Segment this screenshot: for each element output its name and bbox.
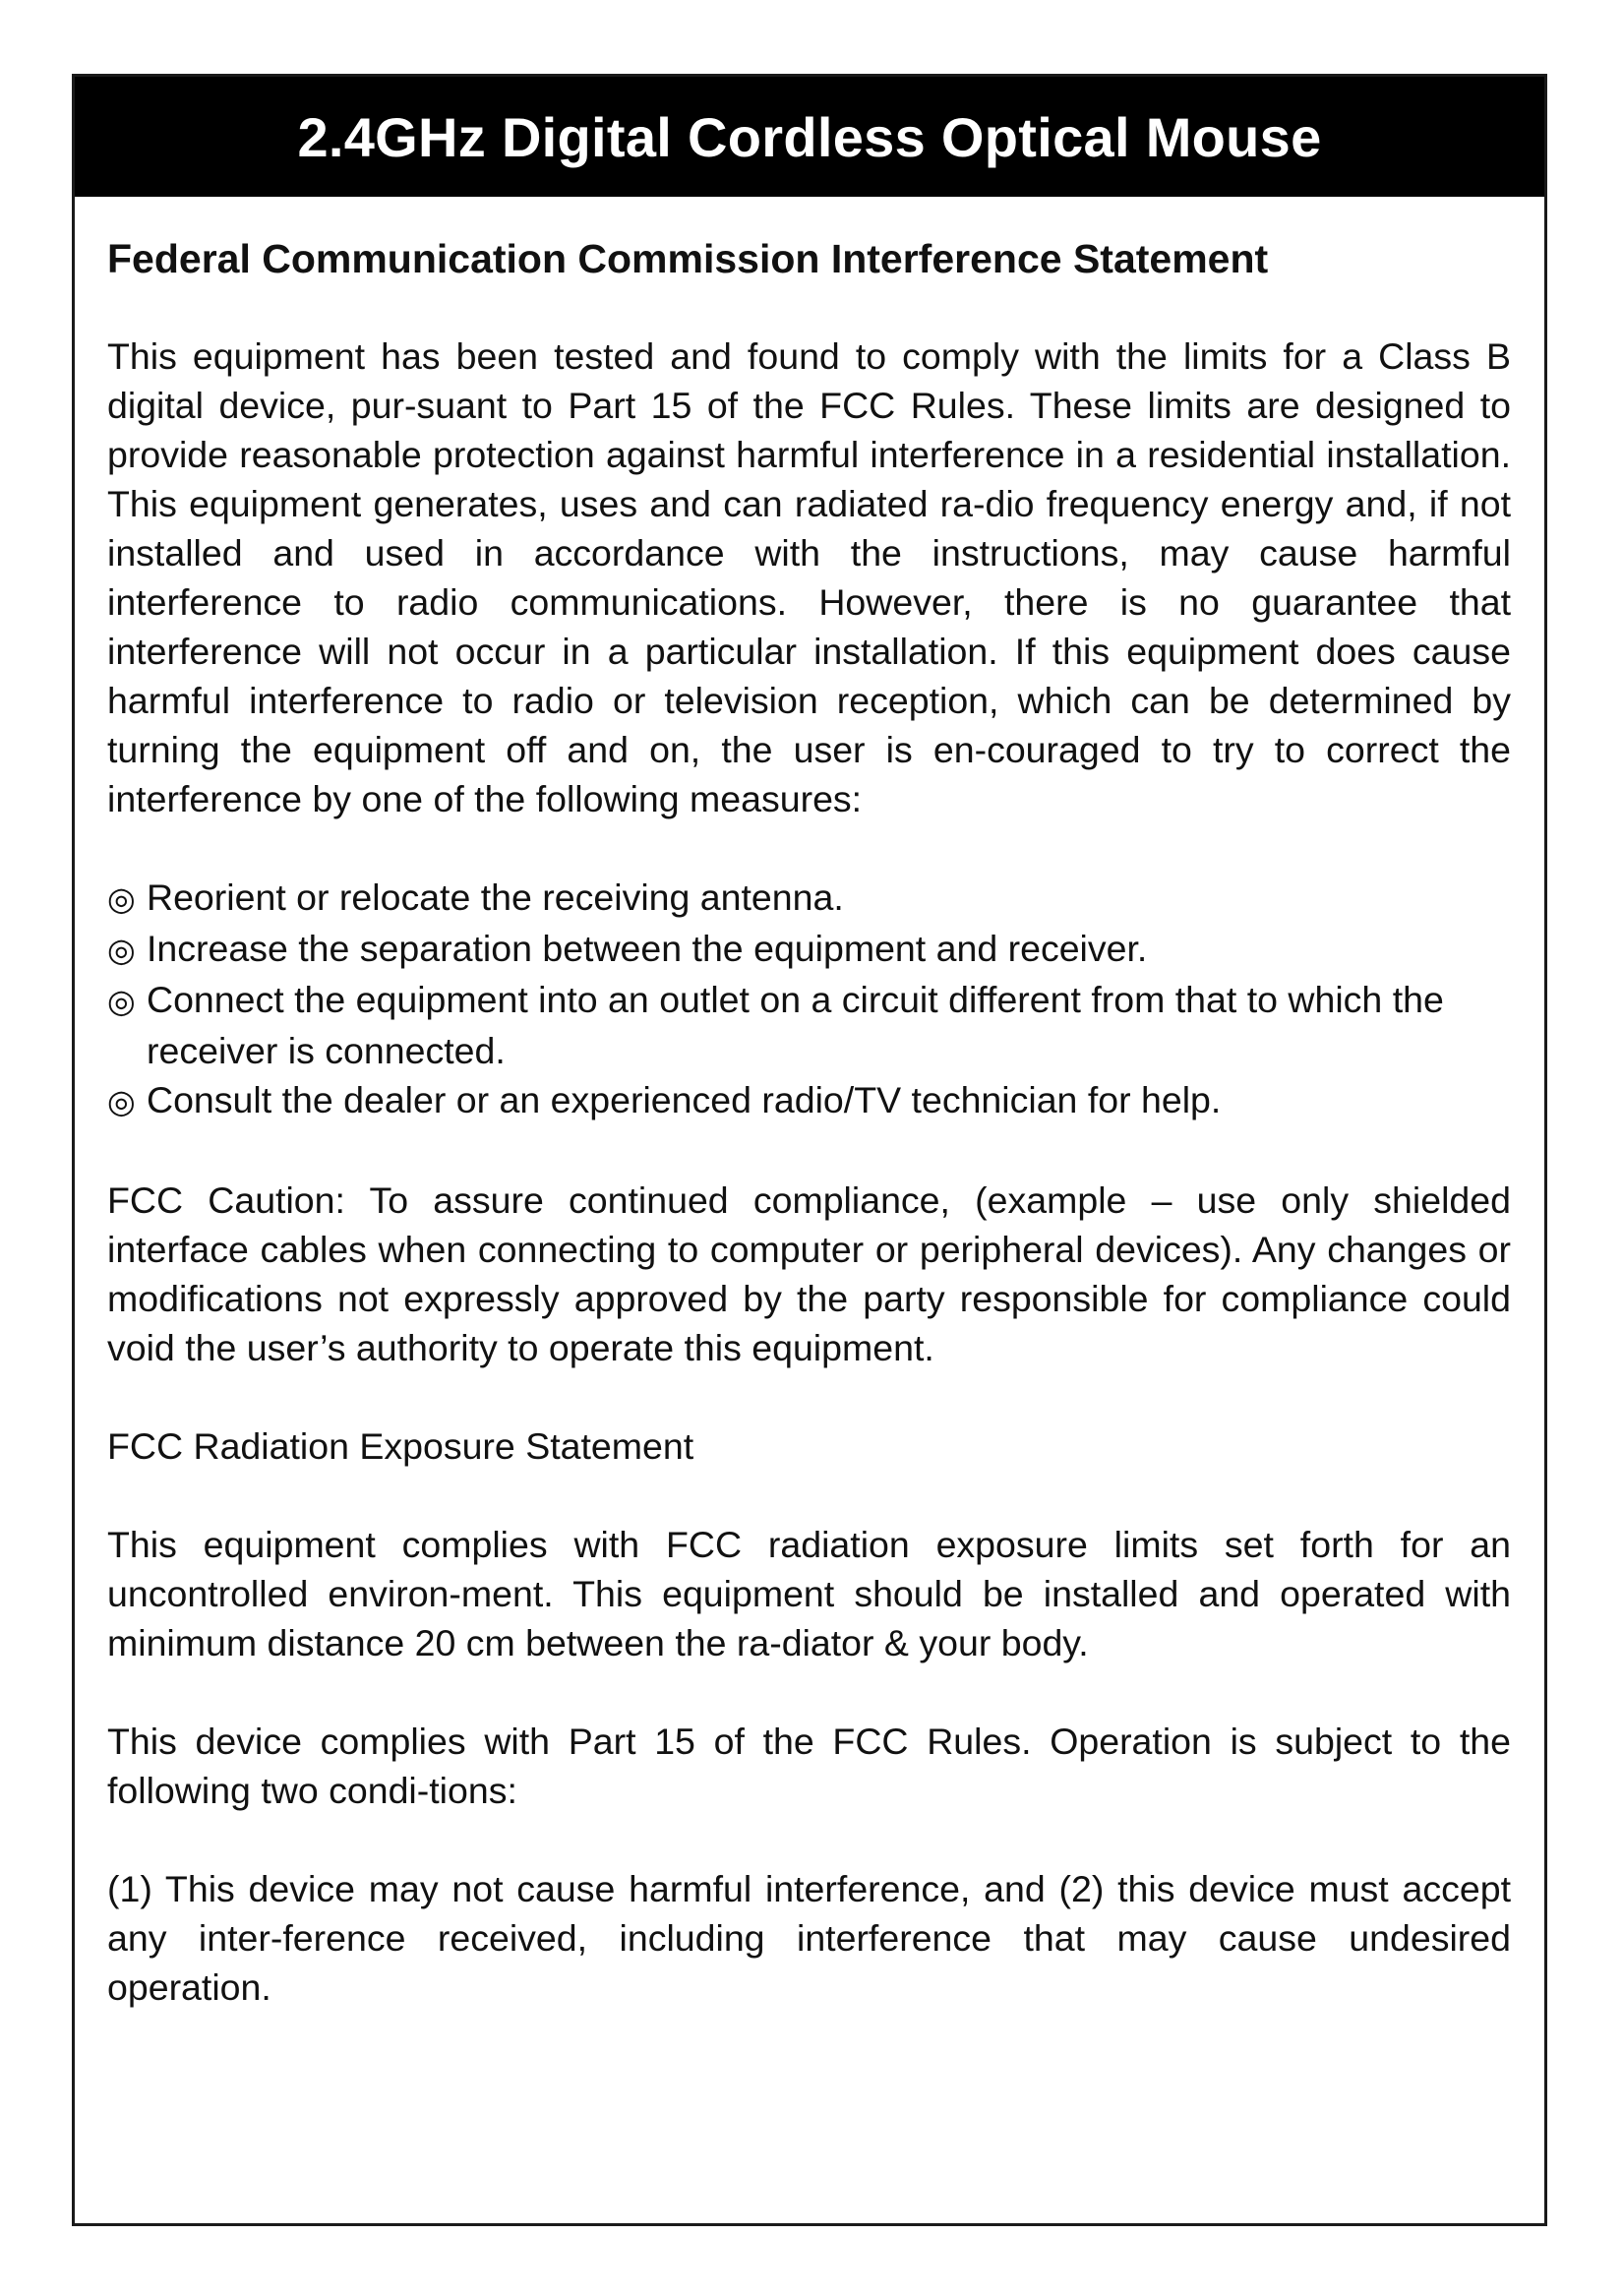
measure-text: Increase the separation between the equipment and receiver. (147, 928, 1148, 970)
measures-list (107, 873, 1511, 1126)
double-circle-bullet-icon: ◎ (107, 931, 136, 970)
measure-text: Connect the equipment into an outlet on a circuit different from that to which the receiver is connected. (147, 979, 1444, 1072)
page-frame (72, 74, 1547, 2226)
double-circle-bullet-icon: ◎ (107, 982, 136, 1021)
measure-text: Consult the dealer or an experienced radio/TV technician for help. (147, 1079, 1222, 1121)
intro-paragraph: This equipment has been tested and found to comply with the limits for a Class B digital device, pur-suant to Part 15 of the FCC Rules. These limits are designed to provide reasonable protection against harmful interference in a residential installation. This equipment generates, uses and can radiated ra-dio frequency energy and, if not installed and used in accordance with the instructions, may cause harmful interference to radio communications. However, there is no guarantee that interference will not occur in a particular installation. If this equipment does cause harmful interference to radio or television reception, which can be determined by turning the equipment off and on, the user is en-couraged to try to correct the interference by one of the following measures: (107, 335, 1511, 820)
measure-item (107, 975, 1511, 1075)
statement-heading: Federal Communication Commission Interference Statement (107, 236, 1269, 281)
conditions-paragraph: (1) This device may not cause harmful interference, and (2) this device must accept any inter-ference received, including interference that may cause undesired operation. (107, 1868, 1511, 2009)
radiation-exposure-heading: FCC Radiation Exposure Statement (107, 1425, 694, 1468)
fcc-caution-paragraph: FCC Caution: To assure continued compliance, (example – use only shielded interface cables when connecting to computer or peripheral devices). Any changes or modifications not expressly approved by the party responsible for compliance could void the user’s authority to operate this equipment. (107, 1179, 1511, 1369)
measure-item (107, 1075, 1511, 1126)
document-body (75, 197, 1544, 2012)
title-bar (75, 77, 1544, 197)
radiation-exposure-paragraph: This equipment complies with FCC radiation exposure limits set forth for an uncontrolled environ-ment. This equipment should be installed and operated with minimum distance 20 cm between the ra-diator & your body. (107, 1524, 1511, 1664)
measure-item (107, 924, 1511, 975)
part15-compliance-paragraph: This device complies with Part 15 of the FCC Rules. Operation is subject to the following two condi-tions: (107, 1721, 1511, 1812)
measure-item (107, 873, 1511, 924)
measure-text: Reorient or relocate the receiving antenna. (147, 876, 844, 919)
double-circle-bullet-icon: ◎ (107, 879, 136, 919)
document-title: 2.4GHz Digital Cordless Optical Mouse (297, 105, 1322, 168)
double-circle-bullet-icon: ◎ (107, 1082, 136, 1121)
